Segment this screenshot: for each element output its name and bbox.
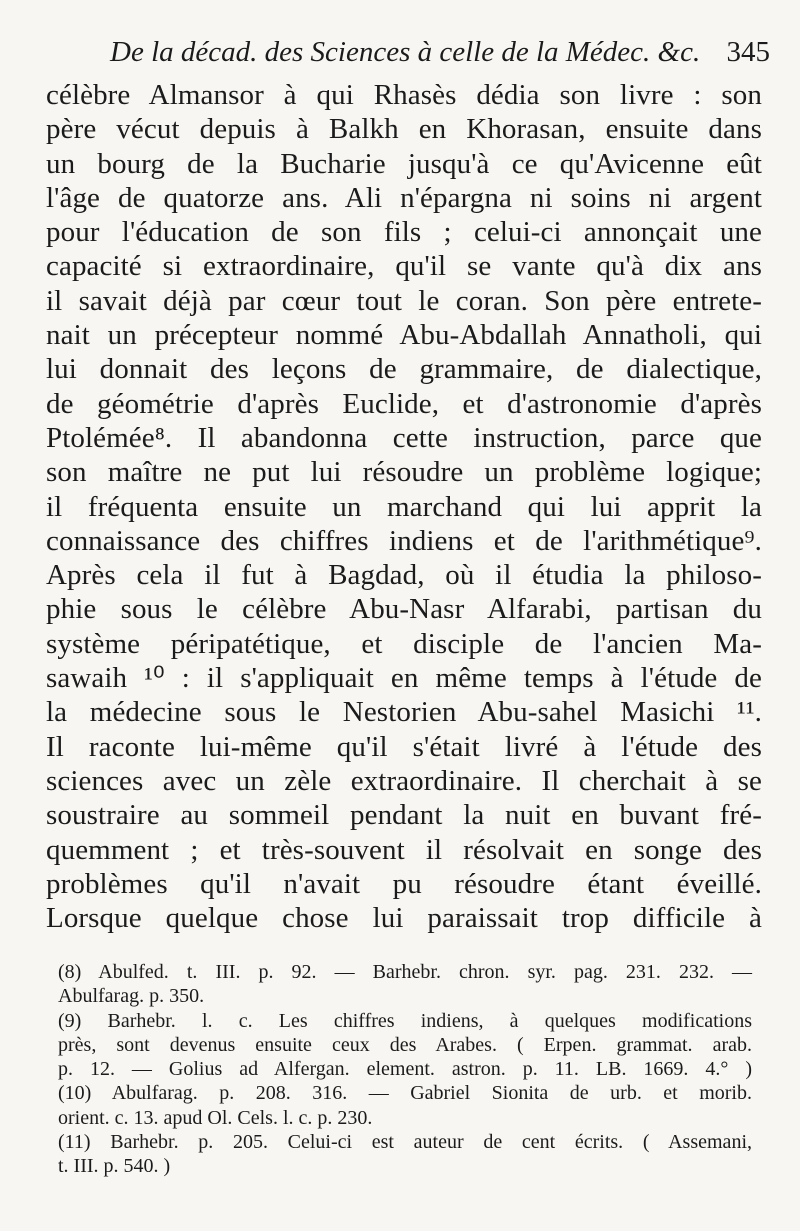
footnote-line: (10) Abulfarag. p. 208. 316. — Gabriel Sionita de urb. et morib.	[58, 1082, 752, 1105]
text-line: Ptolémée⁸. Il abandonna cette instruction, parce que	[46, 421, 762, 454]
text-line: pour l'éducation de son fils ; celui-ci annonçait une	[46, 216, 762, 249]
text-line: sawaih ¹⁰ : il s'appliquait en même temps à l'étude de	[46, 662, 762, 695]
text-line: Après cela il fut à Bagdad, où il étudia la philoso-	[46, 559, 762, 592]
text-line: la médecine sous le Nestorien Abu-sahel Masichi ¹¹.	[46, 696, 762, 729]
text-line: sciences avec un zèle extraordinaire. Il cherchait à se	[46, 764, 762, 797]
text-line: il fréquenta ensuite un marchand qui lui apprit la	[46, 490, 762, 523]
text-line: lui donnait des leçons de grammaire, de dialectique,	[46, 353, 762, 386]
text-line: quemment ; et très-souvent il résolvait en songe des	[46, 833, 762, 866]
text-line: père vécut depuis à Balkh en Khorasan, ensuite dans	[46, 113, 762, 146]
main-text	[46, 78, 762, 935]
text-line: il savait déjà par cœur tout le coran. Son père entrete-	[46, 284, 762, 317]
text-line: de géométrie d'après Euclide, et d'astronomie d'après	[46, 387, 762, 420]
running-title: De la décad. des Sciences à celle de la Médec. &c.	[110, 36, 701, 68]
text-line: son maître ne put lui résoudre un problème logique;	[46, 456, 762, 489]
text-line: phie sous le célèbre Abu-Nasr Alfarabi, partisan du	[46, 593, 762, 626]
text-line: Il raconte lui-même qu'il s'était livré à l'étude des	[46, 730, 762, 763]
text-line: capacité si extraordinaire, qu'il se vante qu'à dix ans	[46, 250, 762, 283]
text-line: connaissance des chiffres indiens et de l'arithmétique⁹.	[46, 524, 762, 557]
text-line: problèmes qu'il n'avait pu résoudre étant éveillé.	[46, 867, 762, 900]
running-header	[110, 36, 770, 76]
footnote-line: (9) Barhebr. l. c. Les chiffres indiens, à quelques modifications	[58, 1009, 752, 1032]
text-line: nait un précepteur nommé Abu-Abdallah Annatholi, qui	[46, 319, 762, 352]
footnote-line: Abulfarag. p. 350.	[58, 985, 205, 1008]
footnote-line: t. III. p. 540. )	[58, 1155, 171, 1178]
footnote-line: orient. c. 13. apud Ol. Cels. l. c. p. 230.	[58, 1106, 373, 1129]
footnote-line: p. 12. — Golius ad Alfergan. element. astron. p. 11. LB. 1669. 4.° )	[58, 1058, 752, 1081]
text-line: célèbre Almansor à qui Rhasès dédia son livre : son	[46, 79, 762, 111]
text-line: système péripatétique, et disciple de l'ancien Ma-	[46, 627, 762, 660]
footnote-line: (11) Barhebr. p. 205. Celui-ci est auteur de cent écrits. ( Assemani,	[58, 1131, 752, 1154]
footnote-line: près, sont devenus ensuite ceux des Arabes. ( Erpen. grammat. arab.	[58, 1033, 752, 1056]
footnotes	[58, 960, 752, 1179]
text-line: soustraire au sommeil pendant la nuit en buvant fré-	[46, 799, 762, 832]
text-line: Lorsque quelque chose lui paraissait trop difficile à	[46, 902, 762, 935]
text-line: l'âge de quatorze ans. Ali n'épargna ni soins ni argent	[46, 181, 762, 214]
footnote-line: (8) Abulfed. t. III. p. 92. — Barhebr. chron. syr. pag. 231. 232. —	[58, 961, 752, 983]
text-line: un bourg de la Bucharie jusqu'à ce qu'Avicenne eût	[46, 147, 762, 180]
page-number: 345	[726, 36, 770, 68]
